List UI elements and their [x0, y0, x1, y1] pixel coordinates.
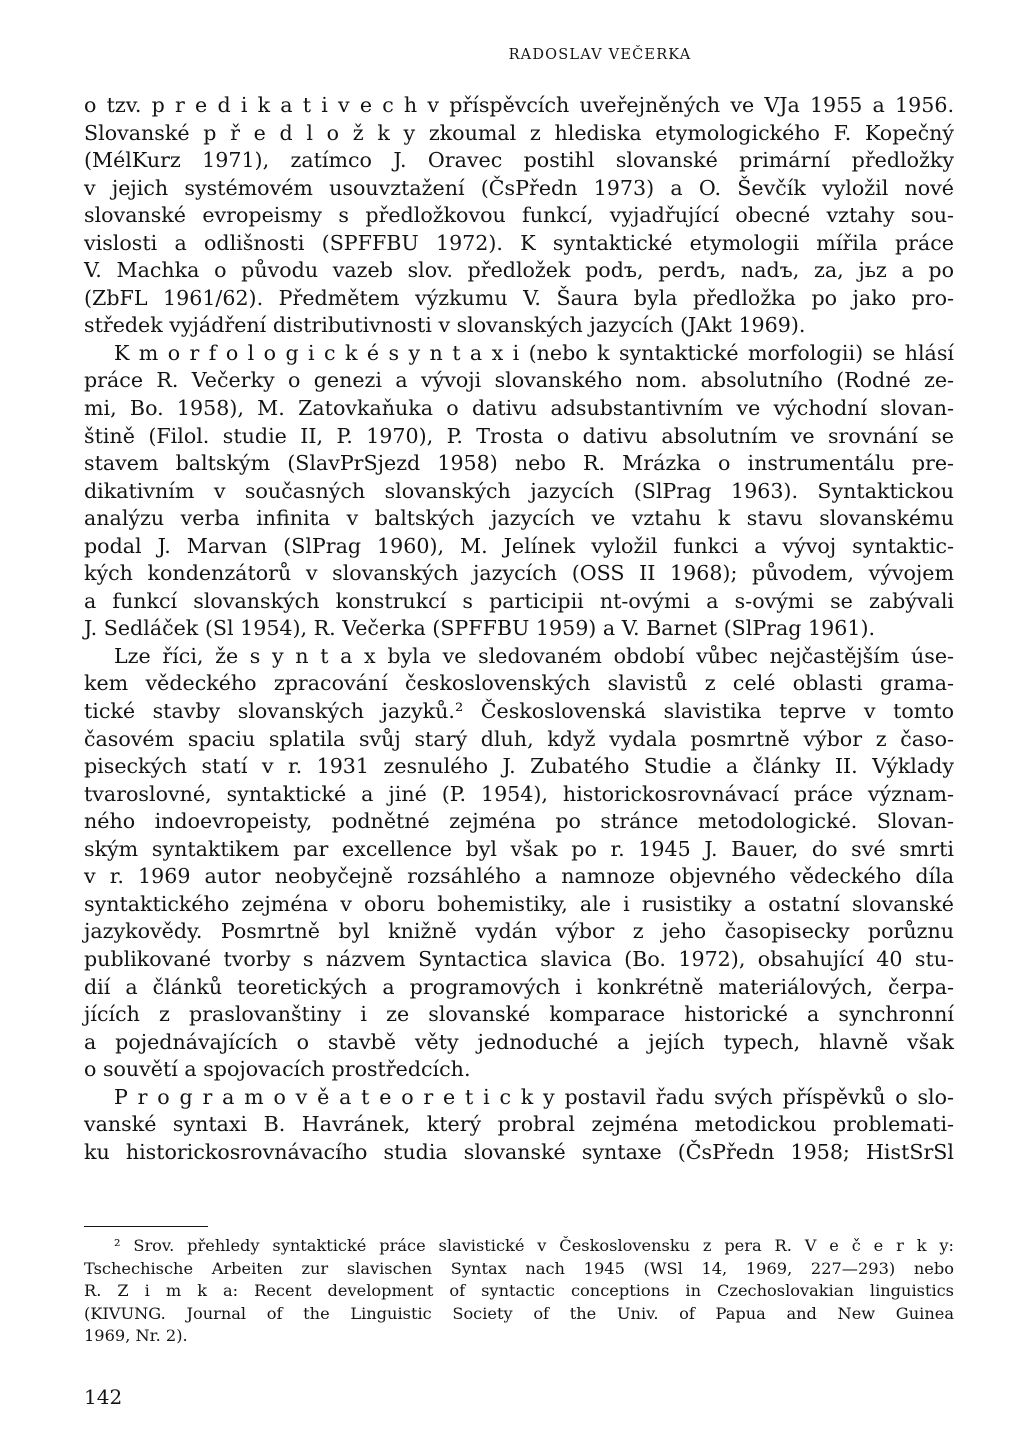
body-line: mi, Bo. 1958), M. Zatovkaňuka o dativu adsubstantivním ve východní slovan- — [84, 396, 954, 421]
body-line: syntaktického zejména v oboru bohemistiky, ale i rusistiky a ostatní slovanské — [84, 891, 954, 916]
footnote-divider — [84, 1226, 208, 1227]
footnote-line: R. Z i m k a: Recent development of syntactic conceptions in Czechoslovakian linguistics — [84, 1281, 954, 1301]
body-line: středek vyjádření distributivnosti v slovanských jazycích (JAkt 1969). — [84, 313, 806, 338]
paragraph-start-line: K m o r f o l o g i c k é s y n t a x i (nebo k syntaktické morfologii) se hlásí — [114, 340, 954, 365]
body-line: (ZbFL 1961/62). Předmětem výzkumu V. Šaura byla předložka po jako pro- — [84, 285, 954, 310]
body-line: a funkcí slovanských konstrukcí s participii nt-ovými a s-ovými se zabývali — [84, 588, 954, 613]
body-line: publikované tvorby s názvem Syntactica slavica (Bo. 1972), obsahující 40 stu- — [84, 946, 954, 971]
body-text — [84, 92, 954, 1166]
footnote-line: 1969, Nr. 2). — [84, 1326, 188, 1346]
body-line: práce R. Večerky o genezi a vývoji slovanského nom. absolutního (Rodné ze- — [84, 368, 954, 393]
body-line: (MélKurz 1971), zatímco J. Oravec postihl slovanské primární předložky — [84, 148, 954, 173]
body-line: podal J. Marvan (SlPrag 1960), M. Jelínek vyložil funkci a vývoj syntaktic- — [84, 533, 954, 558]
body-line: slovanské evropeismy s předložkovou funkcí, vyjadřující obecné vztahy sou- — [84, 203, 954, 228]
body-line: kých kondenzátorů v slovanských jazycích (OSS II 1968); původem, vývojem — [84, 561, 954, 586]
footnote-line: (KIVUNG. Journal of the Linguistic Society of the Univ. of Papua and New Guinea — [84, 1303, 954, 1323]
body-line: dikativním v současných slovanských jazycích (SlPrag 1963). Syntaktickou — [84, 478, 954, 503]
body-line: kem vědeckého zpracování československých slavistů z celé oblasti grama- — [84, 671, 954, 696]
body-line: dií a článků teoretických a programových i konkrétně materiálových, čerpa- — [84, 974, 954, 999]
body-line: ku historickosrovnávacího studia slovanské syntaxe (ČsPředn 1958; HistSrSl — [84, 1139, 954, 1164]
page-number: 142 — [84, 1385, 123, 1409]
body-line: ským syntaktikem par excellence byl však po r. 1945 J. Bauer, do své smrti — [84, 836, 954, 861]
running-head: RADOSLAV VEČERKA — [508, 47, 692, 63]
body-line: časovém spaciu splatila svůj starý dluh, když vydala posmrtně výbor z časo- — [84, 726, 954, 751]
body-line: vislosti a odlišnosti (SPFFBU 1972). K syntaktické etymologii mířila práce — [84, 230, 954, 255]
body-line: ného indoevropeisty, podnětné zejména po stránce metodologické. Slovan- — [84, 809, 954, 834]
body-line: vanské syntaxi B. Havránek, který probral zejména metodickou problemati- — [84, 1112, 954, 1137]
body-line: Slovanské p ř e d l o ž k y zkoumal z hlediska etymologického F. Kopečný — [84, 120, 954, 145]
body-line: v jejich systémovém usouvztažení (ČsPředn 1973) a O. Ševčík vyložil nové — [84, 175, 954, 200]
body-line: tické stavby slovanských jazyků.² Československá slavistika teprve v tomto — [84, 699, 954, 724]
body-line: v r. 1969 autor neobyčejně rozsáhlého a namnoze objevného vědeckého díla — [84, 864, 954, 889]
body-line: o tzv. p r e d i k a t i v e c h v příspěvcích uveřejněných ve VJa 1955 a 1956. — [84, 93, 954, 117]
body-line: a pojednávajících o stavbě věty jednoduché a jejích typech, hlavně však — [84, 1029, 954, 1054]
paragraph-start-line: P r o g r a m o v ě a t e o r e t i c k y postavil řadu svých příspěvků o slo- — [114, 1084, 954, 1109]
footnote-line: Tschechische Arbeiten zur slavischen Syntax nach 1945 (WSl 14, 1969, 227—293) nebo — [84, 1258, 954, 1278]
body-line: štině (Filol. studie II, P. 1970), P. Trosta o dativu absolutním ve srovnání se — [84, 423, 954, 448]
body-line: J. Sedláček (Sl 1954), R. Večerka (SPFFBU 1959) a V. Barnet (SlPrag 1961). — [84, 616, 876, 641]
footnote-line: ² Srov. přehledy syntaktické práce slavistické v Československu z pera R. V e č e r k y: — [114, 1236, 954, 1255]
body-line: o souvětí a spojovacích prostředcích. — [84, 1057, 471, 1082]
paragraph-start-line: Lze říci, že s y n t a x byla ve sledovaném období vůbec nejčastějším úse- — [114, 643, 954, 668]
body-line: tvaroslovné, syntaktické a jiné (P. 1954), historickosrovnávací práce význam- — [84, 781, 954, 806]
body-line: stavem baltským (SlavPrSjezd 1958) nebo R. Mrázka o instrumentálu pre- — [84, 451, 954, 476]
body-line: V. Machka o původu vazeb slov. předložek podъ, perdъ, nadъ, za, jьz a po — [84, 258, 954, 283]
body-line: jazykovědy. Posmrtně byl knižně vydán výbor z jeho časopisecky porůznu — [84, 919, 954, 944]
footnotes — [84, 1235, 954, 1348]
body-line: piseckých statí v r. 1931 zesnulého J. Zubatého Studie a články II. Výklady — [84, 754, 954, 779]
body-line: analýzu verba infinita v baltských jazycích ve vztahu k stavu slovanskému — [84, 506, 954, 531]
body-line: jících z praslovanštiny i ze slovanské komparace historické a synchronní — [84, 1002, 954, 1027]
